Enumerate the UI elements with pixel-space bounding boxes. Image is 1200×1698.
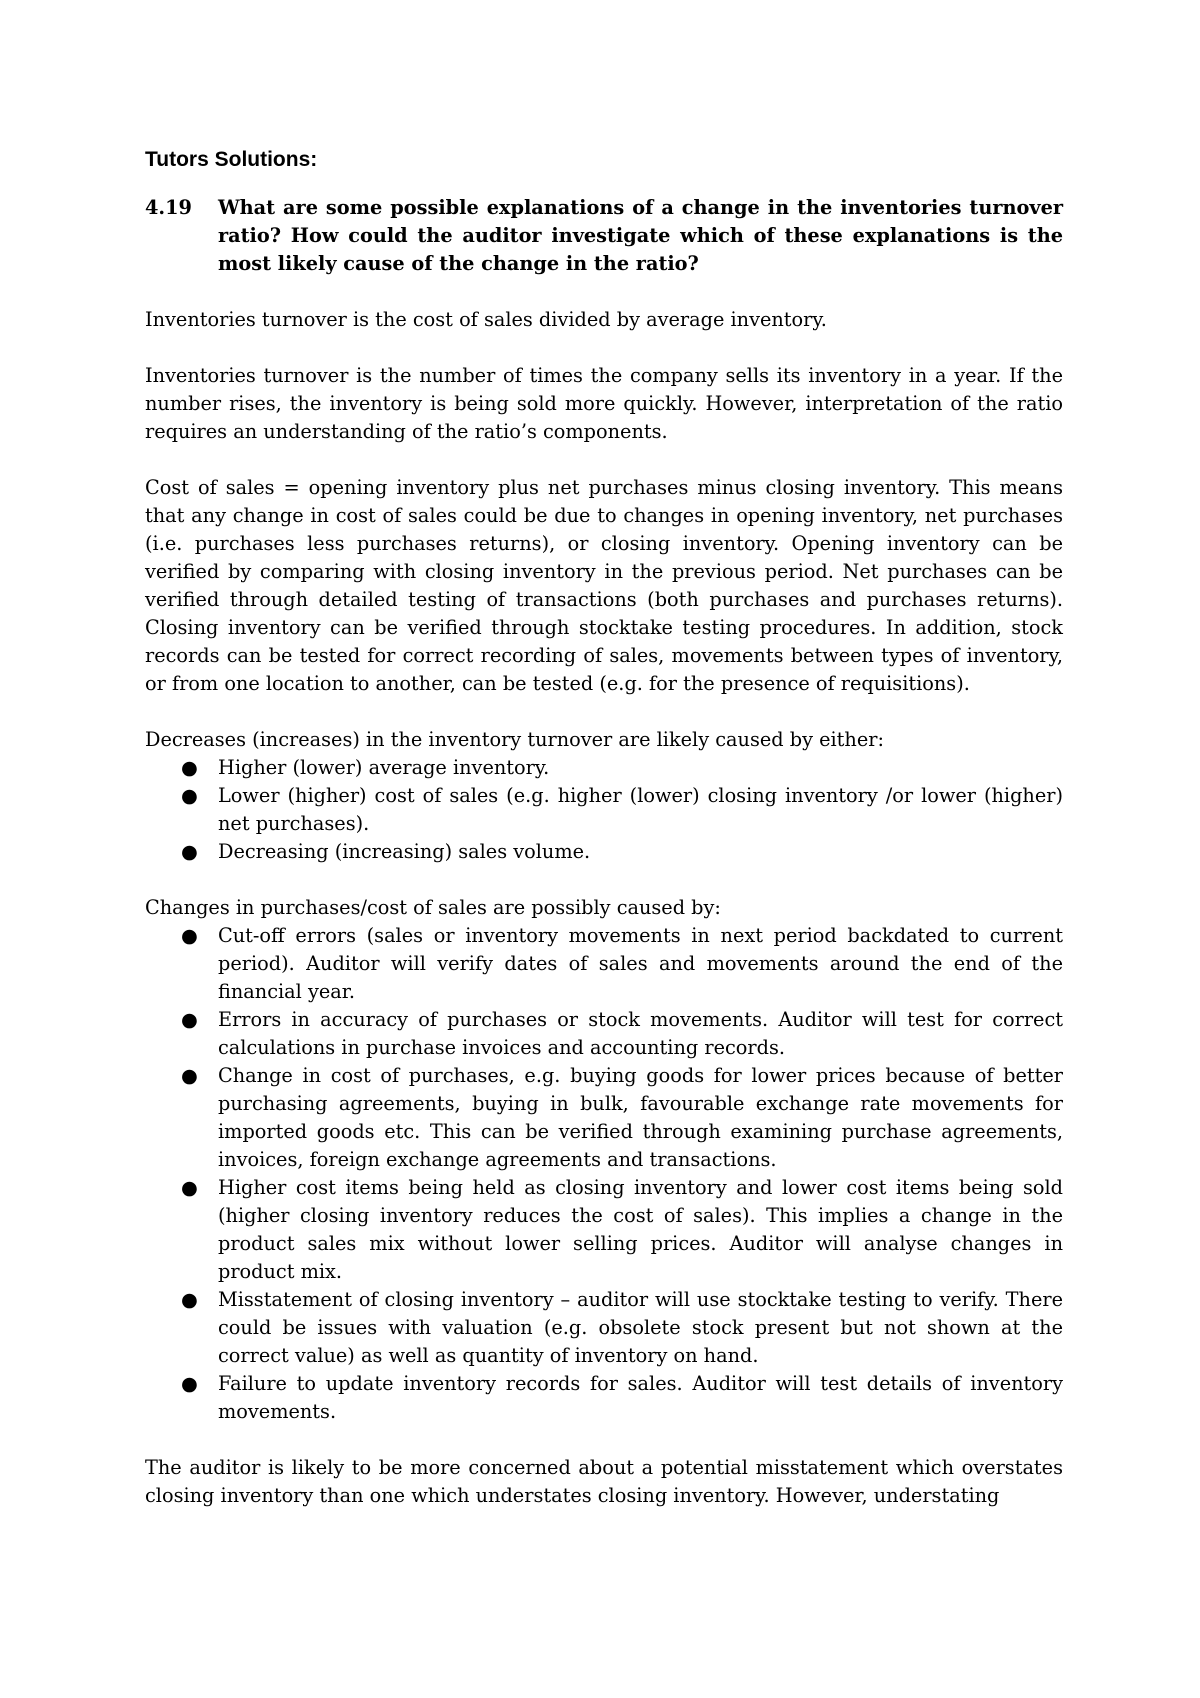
paragraph-changes-intro: Changes in purchases/cost of sales are possibly caused by: [145, 896, 721, 919]
list-turnover-causes [145, 754, 1063, 866]
paragraph-auditor-concern: The auditor is likely to be more concerned about a potential misstatement which overstates closing inventory than one which understates closing inventory. However, understating [145, 1456, 1063, 1507]
paragraph-cost-of-sales: Cost of sales = opening inventory plus net purchases minus closing inventory. This means that any change in cost of sales could be due to changes in opening inventory, net purchases (i.e. purchases less purchases returns), or closing inventory. Opening inventory can be verified by comparing with closing inventory in the previous period. Net purchases can be verified through detailed testing of transactions (both purchases and purchases returns). Closing inventory can be verified through stocktake testing procedures. In addition, stock records can be tested for correct recording of sales, movements between types of inventory, or from one location to another, can be tested (e.g. for the presence of requisitions). [145, 476, 1063, 695]
bullet-icon: ● [181, 784, 198, 807]
list-item: ● Decreasing (increasing) sales volume. [145, 838, 1063, 866]
page-heading: Tutors Solutions: [145, 148, 318, 171]
list-item: ● Higher (lower) average inventory. [145, 754, 1063, 782]
bullet-icon: ● [181, 1064, 198, 1087]
bullet-icon: ● [181, 756, 198, 779]
list-item: ● Cut-off errors (sales or inventory movements in next period backdated to current period). Auditor will verify dates of sales and movements around the end of the financial year. [145, 922, 1063, 1006]
bullet-icon: ● [181, 840, 198, 863]
paragraph-definition: Inventories turnover is the cost of sales divided by average inventory. [145, 308, 827, 331]
list-purchase-changes [145, 922, 1063, 1426]
list-item: ● Failure to update inventory records for sales. Auditor will test details of inventory movements. [145, 1370, 1063, 1426]
bullet-icon: ● [181, 1176, 198, 1199]
bullet-icon: ● [181, 1288, 198, 1311]
question-block [145, 194, 1063, 278]
list-item: ● Change in cost of purchases, e.g. buying goods for lower prices because of better purchasing agreements, buying in bulk, favourable exchange rate movements for imported goods etc. This can be verified through examining purchase agreements, invoices, foreign exchange agreements and transactions. [145, 1062, 1063, 1174]
list-item: ● Errors in accuracy of purchases or stock movements. Auditor will test for correct calculations in purchase invoices and accounting records. [145, 1006, 1063, 1062]
bullet-icon: ● [181, 1008, 198, 1031]
question-number: 4.19 [145, 196, 192, 219]
list-item: ● Misstatement of closing inventory – auditor will use stocktake testing to verify. There could be issues with valuation (e.g. obsolete stock present but not shown at the correct value) as well as quantity of inventory on hand. [145, 1286, 1063, 1370]
document-body [145, 146, 1063, 1538]
paragraph-decreases-intro: Decreases (increases) in the inventory turnover are likely caused by either: [145, 728, 884, 751]
question-text: What are some possible explanations of a change in the inventories turnover ratio? How could the auditor investigate which of these explanations is the most likely cause of the change in the ratio? [218, 196, 1063, 275]
list-item: ● Higher cost items being held as closing inventory and lower cost items being sold (higher closing inventory reduces the cost of sales). This implies a change in the product sales mix without lower selling prices. Auditor will analyse changes in product mix. [145, 1174, 1063, 1286]
bullet-icon: ● [181, 1372, 198, 1395]
bullet-icon: ● [181, 924, 198, 947]
list-item: ● Lower (higher) cost of sales (e.g. higher (lower) closing inventory /or lower (higher) net purchases). [145, 782, 1063, 838]
paragraph-turnover-meaning: Inventories turnover is the number of times the company sells its inventory in a year. If the number rises, the inventory is being sold more quickly. However, interpretation of the ratio requires an understanding of the ratio’s components. [145, 364, 1063, 443]
